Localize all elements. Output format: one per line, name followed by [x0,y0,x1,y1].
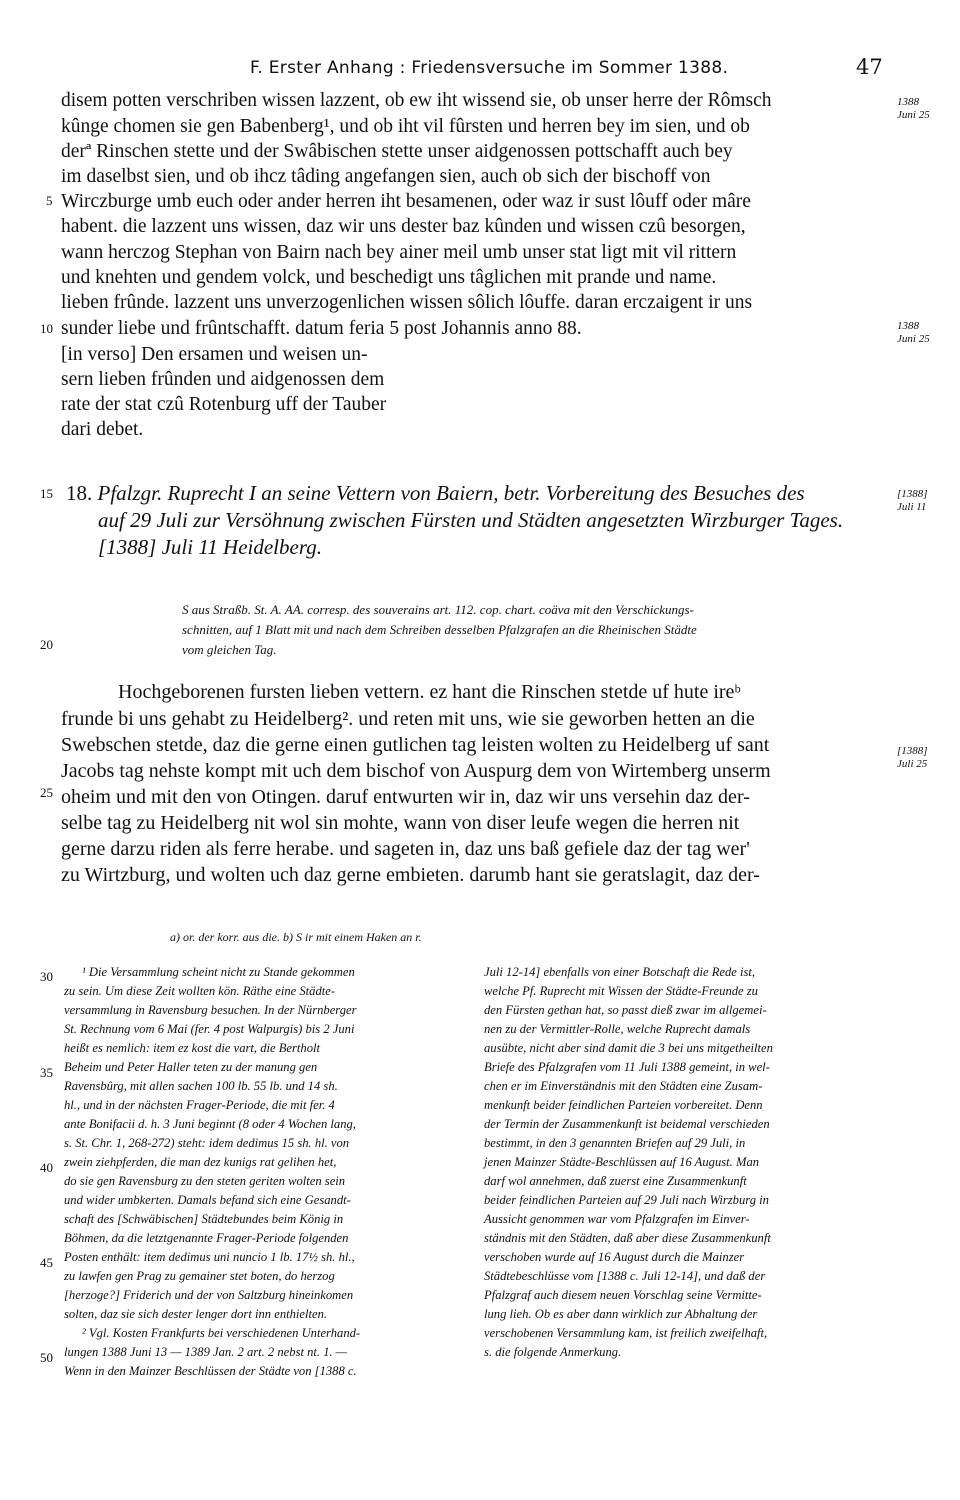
letter-line: Wirczburge umb euch oder ander herren iht besamenen, oder waz ir sust lôuff oder mâre [61,191,751,212]
body-line: Jacobs tag nehste kompt mit uch dem bischof von Auspurg dem von Wirtemberg unserm [61,760,771,782]
footnote-line: Aussicht genommen war vom Pfalzgrafen im Einver- [484,1212,750,1226]
doc-header [66,481,805,505]
letter-line: und knehten und gendem volck, und beschedigt uns tâglichen mit prande und name. [61,267,717,288]
footnote-line: Böhmen, da die letztgenannte Frager-Periode folgenden [64,1231,349,1245]
footnote-line: darf wol annehmen, daß zuerst eine Zusammenkunft [484,1174,747,1188]
letter-line: lieben frûnde. lazzent uns unverzogenlichen wissen sôlich lôuffe. daran erczaigent ir uns [61,292,753,313]
footnote-line: ² Vgl. Kosten Frankfurts bei verschiedenen Unterhand- [82,1326,361,1340]
address-line: dari debet. [61,419,144,440]
address-line: sern lieben frûnden und aidgenossen dem [61,369,385,390]
footnote-line: den Fürsten gethan hat, so passt dieß zwar im allgemei- [484,1003,767,1017]
footnote-line: [herzoge?] Friderich und der von Saltzburg hineinkomen [64,1288,354,1302]
footnote-line: menkunft beider feindlichen Parteien vorbereitet. Denn [484,1098,763,1112]
footnote-line: hl., und in der nächsten Frager-Periode, die mit fer. 4 [64,1098,335,1112]
footnote-line: und wider umbkerten. Damals befand sich eine Gesandt- [64,1193,351,1207]
footnote-line: zu sein. Um diese Zeit wollten kön. Räthe eine Städte- [64,984,336,998]
body-line: frunde bi uns gehabt zu Heidelberg². und reten mit uns, wie sie geworben hetten an die [61,708,755,730]
footnote-line: chen er im Einverständnis mit den Städten eine Zusam- [484,1079,763,1093]
body-line: Hochgeborenen fursten lieben vettern. ez hant die Rinschen stetde uf hute ireᵇ [118,681,741,703]
letter-line: habent. die lazzent uns wissen, daz wir uns dester baz kûnden und wissen czû besorgen, [61,216,746,237]
body-line: oheim und mit den von Otingen. daruf entwurten wir in, daz wir uns versehin daz der- [61,786,750,808]
footnote-line: zu lawfen gen Prag zu gemainer stet boten, do herzog [64,1269,335,1283]
line-number: 15 [40,486,53,501]
letter-line: disem potten verschriben wissen lazzent, ob ew iht wissend sie, ob unser herre der Rômsch [61,90,772,111]
margin-year: [1388] [897,745,928,757]
margin-year: [1388] [897,488,928,500]
footnote-line: ¹ Die Versammlung scheint nicht zu Stande gekommen [82,965,355,979]
page-number: 47 [856,55,883,79]
letter-line: derª Rinschen stette und der Swâbischen stette unser aidgenossen pottschafft auch bey [61,141,733,162]
doc-header-line: auf 29 Juli zur Versöhnung zwischen Fürsten und Städten angesetzten Wirzburger Tages. [98,508,844,532]
body-line: selbe tag zu Heidelberg nit wol sin mohte, wann von diser leufe wegen die herren nit [61,812,740,834]
footnote-line: Pfalzgraf auch diesem neuen Vorschlag seine Vermitte- [484,1288,762,1302]
source-line: schnitten, auf 1 Blatt mit und nach dem Schreiben desselben Pfalzgrafen an die Rheinischen Städte [182,622,697,637]
footnote-line: Posten enthält: item dedimus uni nuncio 1 lb. 17½ sh. hl., [64,1250,355,1264]
footnote-line-number: 50 [40,1350,53,1365]
body-line: zu Wirtzburg, und wolten uch daz gerne embieten. darumb hant sie geratslagit, daz der- [61,864,760,886]
line-number: 10 [40,321,53,336]
footnote-line-number: 35 [40,1065,53,1080]
footnote-line: beider feindlichen Parteien auf 29 Juli nach Wirzburg in [484,1193,769,1207]
footnote-line: lungen 1388 Juni 13 — 1389 Jan. 2 art. 2 nebst nt. 1. — [64,1345,347,1359]
letter-line: sunder liebe und frûntschafft. datum feria 5 post Johannis anno 88. [61,318,582,339]
variant-notes: a) or. der korr. aus die. b) S ir mit einem Haken an r. [170,930,422,944]
address-line: rate der stat czû Rotenburg uff der Tauber [61,394,387,415]
footnote-line: bestimmt, in den 3 genannten Briefen auf 29 Juli, in [484,1136,746,1150]
source-line: vom gleichen Tag. [182,642,277,657]
footnote-line: Wenn in den Mainzer Beschlüssen der Städte von [1388 c. [64,1364,357,1378]
footnote-line: Briefe des Pfalzgrafen vom 11 Juli 1388 gemeint, in wel- [484,1060,770,1074]
footnote-line: versammlung in Ravensburg besuchen. In der Nürnberger [64,1003,357,1017]
margin-day: Juni 25 [897,109,930,121]
footnote-line: ständnis mit den Städten, daß aber diese Zusammenkunft [484,1231,771,1245]
footnote-line: nen zu der Vermittler-Rolle, welche Ruprecht damals [484,1022,751,1036]
footnote-line: heißt es nemlich: item ez kost die vart, die Bertholt [64,1041,321,1055]
footnote-line: Juli 12-14] ebenfalls von einer Botschaft die Rede ist, [484,965,756,979]
line-number: 5 [46,193,53,208]
footnote-line: solten, daz sie sich dester lenger dort inn enthielten. [64,1307,328,1321]
footnote-line: do sie gen Ravensburg zu den steten geriten wolten sein [64,1174,346,1188]
footnote-line: Ravensbûrg, mit allen sachen 100 lb. 55 lb. und 14 sh. [64,1079,338,1093]
footnote-line: lung lieh. Ob es aber dann wirklich zur Abhaltung der [484,1307,758,1321]
address-line: [in verso] Den ersamen und weisen un- [61,344,368,365]
footnote-line: der Termin der Zusammenkunft ist beidemal verschieden [484,1117,770,1131]
footnote-line-number: 40 [40,1160,53,1175]
footnote-line: Beheim und Peter Haller teten zu der manung gen [64,1060,318,1074]
doc-header-line: Pfalzgr. Ruprecht I an seine Vettern von Baiern, betr. Vorbereitung des Besuches des [97,481,805,505]
margin-day: Juni 25 [897,333,930,345]
footnote-line: zwein ziehpferden, die man dez kunigs rat gelihen het, [64,1155,337,1169]
footnote-line: verschoben wurde auf 16 August durch die Mainzer [484,1250,745,1264]
footnote-line: St. Rechnung vom 6 Mai (fer. 4 post Walpurgis) bis 2 Juni [64,1022,355,1036]
line-number: 25 [40,785,53,800]
letter-line: wann herczog Stephan von Bairn nach bey ainer meil umb unser stat ligt mit vil rittern [61,242,737,263]
footnote-line: ante Bonifacii d. h. 3 Juni beginnt (8 oder 4 Wochen lang, [64,1117,356,1131]
margin-year: 1388 [897,96,919,108]
margin-date [897,745,928,771]
footnote-line: s. die folgende Anmerkung. [484,1345,622,1359]
doc-number: 18. [66,481,93,505]
footnote-line-number: 45 [40,1255,53,1270]
footnote-line: ausübte, nicht aber sind damit die 3 bei uns mitgetheilten [484,1041,773,1055]
source-line: S aus Straßb. St. A. AA. corresp. des souverains art. 112. cop. chart. coäva mit den Verschickungs- [182,602,694,617]
margin-day: Juli 11 [897,501,927,513]
margin-day: Juli 25 [897,758,928,770]
letter-line: kûnge chomen sie gen Babenberg¹, und ob iht vil fûrsten und herren bey im sien, und ob [61,116,750,137]
body-line: gerne darzu riden als ferre herabe. und sageten in, daz uns baß gefiele daz der tag wer' [61,838,750,860]
footnote-line: s. St. Chr. 1, 268-272) steht: idem dedimus 15 sh. hl. von [64,1136,350,1150]
doc-header-line: [1388] Juli 11 Heidelberg. [98,535,322,559]
line-number: 20 [40,637,53,652]
margin-date [897,488,928,514]
footnote-line: schaft des [Schwäbischen] Städtebundes beim König in [64,1212,344,1226]
margin-date [897,320,930,346]
footnote-line: verschobenen Versammlung kam, ist freilich zweifelhaft, [484,1326,768,1340]
margin-date [897,96,930,122]
footnote-line: welche Pf. Ruprecht mit Wissen der Städte-Freunde zu [484,984,758,998]
body-line: Swebschen stetde, daz die gerne einen gutlichen tag leisten wolten zu Heidelberg uf sant [61,734,770,756]
footnote-line-number: 30 [40,969,53,984]
letter-line: im daselbst sien, und ob ihcz tâding angefangen sien, auch ob sich der bischoff von [61,166,711,187]
footnote-line: Städtebeschlüsse vom [1388 c. Juli 12-14], und daß der [484,1269,766,1283]
footnote-line: jenen Mainzer Städte-Beschlüssen auf 16 August. Man [484,1155,760,1169]
margin-year: 1388 [897,320,919,332]
running-head: F. Erster Anhang : Friedensversuche im Sommer 1388. [250,58,729,78]
